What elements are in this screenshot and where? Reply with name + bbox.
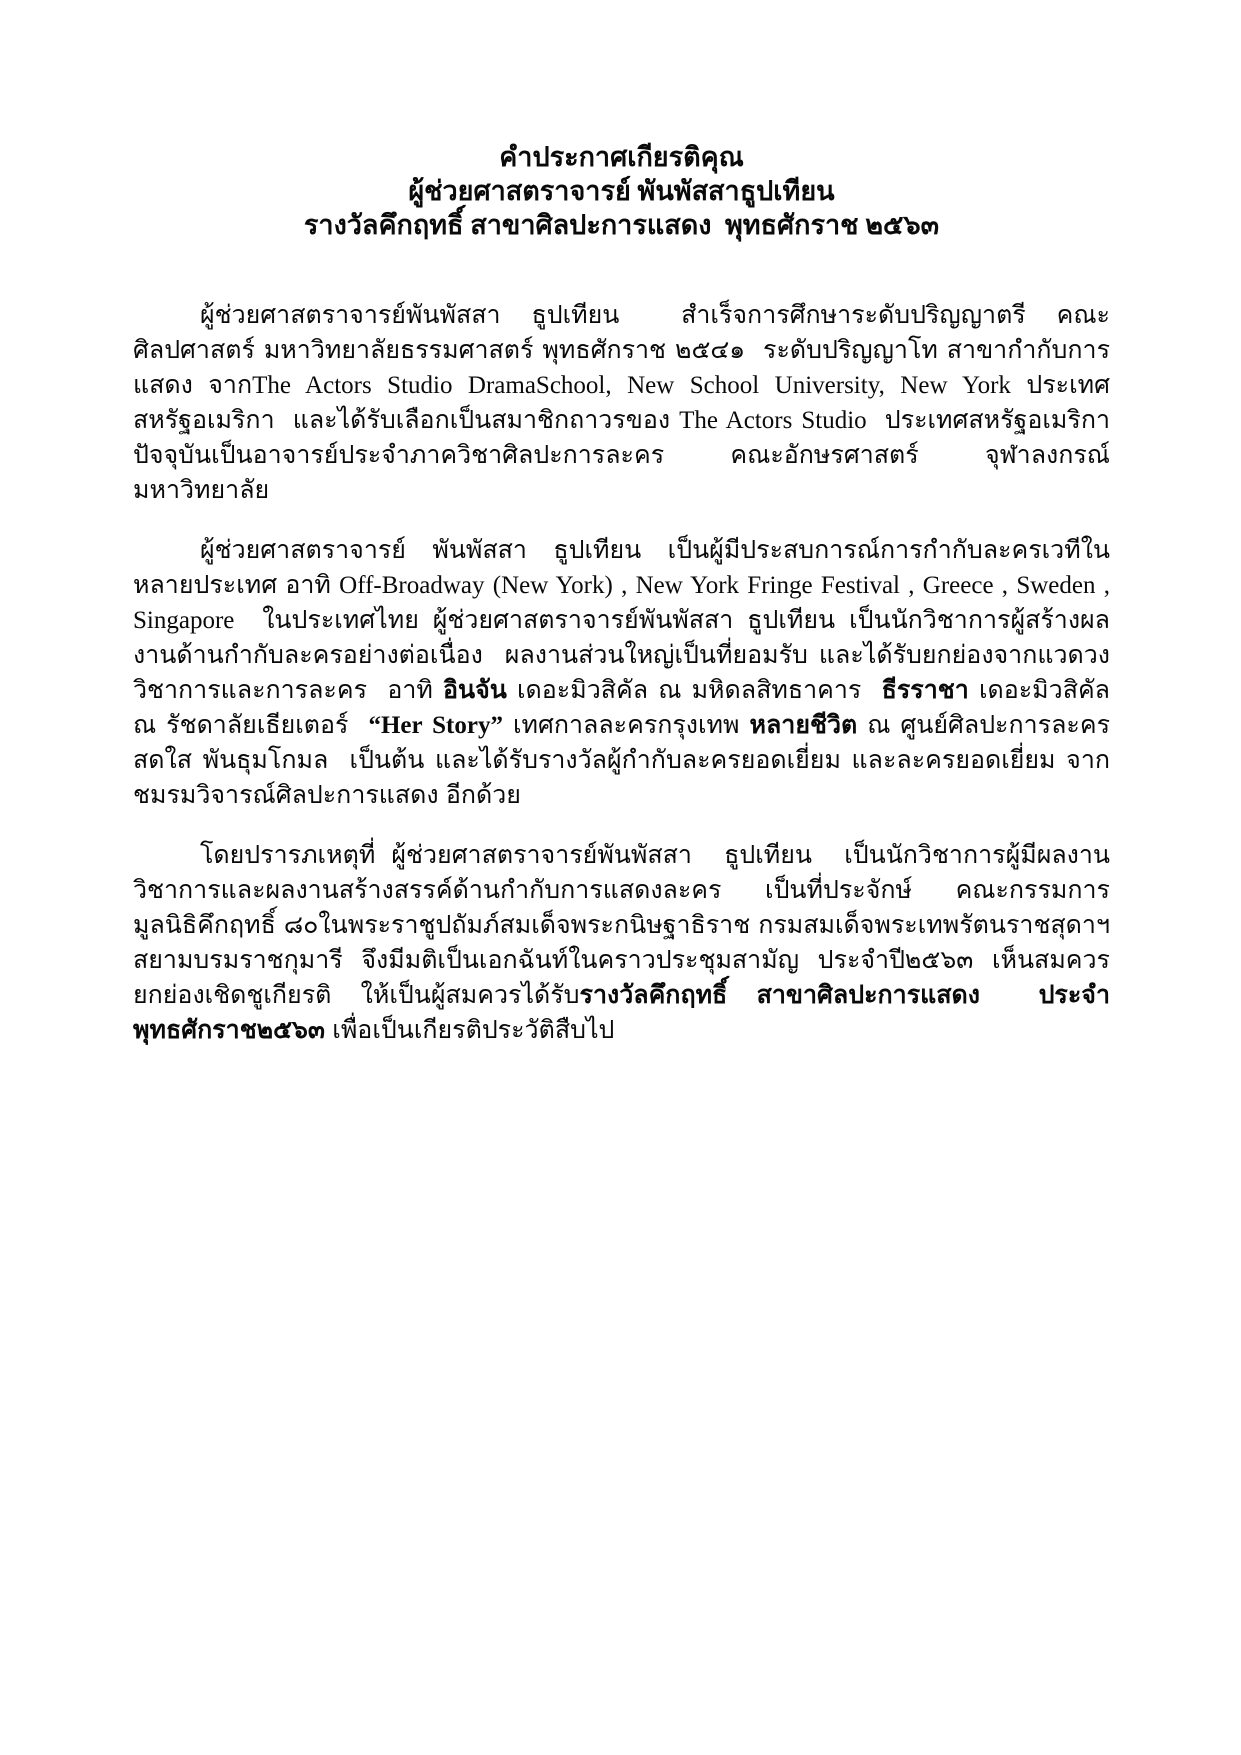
text-run: เดอะมิวสิคัล ณ มหิดลสิทธาคาร xyxy=(506,677,882,704)
text-run: โดยปรารภเหตุที่ ผู้ช่วยศาสตราจารย์พันพัสสา ธูปเทียน เป็นนักวิชาการผู้มีผลงานวิชาการและผลงานสร้างสรรค์ด้านกำกับการแสดงละคร เป็นที่ประจักษ์ คณะกรรมการมูลนิธิคึกฤทธิ์ ๘๐ในพระราชูปถัมภ์สมเด็จพระกนิษฐาธิราช กรมสมเด็จพระเทพรัตนราชสุดาฯ สยามบรมราชกุมารี จึงมีมติเป็นเอกฉันท์ในคราวประชุมสามัญ ประจำปี๒๕๖๓ เห็นสมควรยกย่องเชิดชูเกียรติ ให้เป็นผู้สมควรได้รับ xyxy=(133,842,1118,1009)
bold-text-run: อินจัน xyxy=(443,677,507,704)
document-title-line-3: รางวัลคึกฤทธิ์ สาขาศิลปะการแสดง พุทธศักราช ๒๕๖๓ xyxy=(303,210,940,240)
text-run: เทศกาลละครกรุงเทพ xyxy=(502,712,750,739)
bold-text-run: หลายชีวิต xyxy=(749,712,858,739)
text-run: ณ ศูนย์ศิลปะการละครสดใส พันธุมโกมล เป็นต้น และได้รับรางวัลผู้กำกับละครยอดเยี่ยม และละครยอดเยี่ยม จากชมรมวิจารณ์ศิลปะการแสดง อีกด้วย xyxy=(133,712,1110,809)
paragraph-experience xyxy=(133,533,1118,813)
text-run: เดอะมิวสิคัล ณ รัชดาลัยเธียเตอร์ xyxy=(133,677,1118,739)
document-title-line-1: คำประกาศเกียรติคุณ xyxy=(499,142,744,172)
text-run: ผู้ช่วยศาสตราจารย์พันพัสสา ธูปเทียน สำเร็จการศึกษาระดับปริญญาตรี คณะศิลปศาสตร์ มหาวิทยาลัยธรรมศาสตร์ พุทธศักราช ๒๕๔๑ ระดับปริญญาโท สาขากำกับการแสดง จากThe Actors Studio DramaSchool, New School University, New York ประเทศสหรัฐอเมริกา และได้รับเลือกเป็นสมาชิกถาวรของ The Actors Studio ประเทศสหรัฐอเมริกา ปัจจุบันเป็นอาจารย์ประจำภาควิชาศิลปะการละคร คณะอักษรศาสตร์ จุฬาลงกรณ์มหาวิทยาลัย xyxy=(133,302,1118,504)
paragraph-award-resolution xyxy=(133,838,1118,1048)
bold-text-run: “Her Story” xyxy=(368,712,503,739)
document-body xyxy=(133,298,1118,1048)
text-run: เพื่อเป็นเกียรติประวัติสืบไป xyxy=(325,1017,615,1044)
bold-text-run: ธีรราชา xyxy=(881,677,969,704)
document-title-line-2: ผู้ช่วยศาสตราจารย์ พันพัสสาธูปเทียน xyxy=(408,176,835,206)
paragraph-education xyxy=(133,298,1118,508)
bold-text-run: รางวัลคึกฤทธิ์ สาขาศิลปะการแสดง ประจำพุทธศักราช๒๕๖๓ xyxy=(133,982,1110,1044)
document-title-block xyxy=(133,140,1110,242)
text-run: ผู้ช่วยศาสตราจารย์ พันพัสสา ธูปเทียน เป็นผู้มีประสบการณ์การกำกับละครเวทีในหลายประเทศ อาทิ Off-Broadway (New York) , New York Fringe Festival , Greece , Sweden , Singapore ในประเทศไทย ผู้ช่วยศาสตราจารย์พันพัสสา ธูปเทียน เป็นนักวิชาการผู้สร้างผลงานด้านกำกับละครอย่างต่อเนื่อง ผลงานส่วนใหญ่เป็นที่ยอมรับ และได้รับยกย่องจากแวดวงวิชาการและการละคร อาทิ xyxy=(133,537,1118,704)
